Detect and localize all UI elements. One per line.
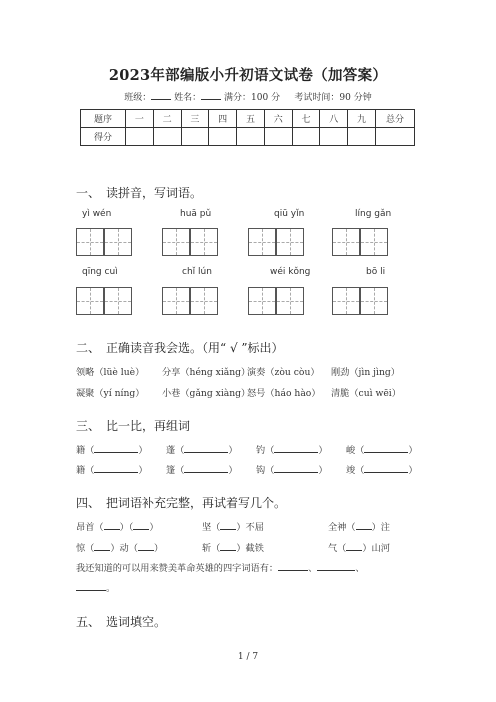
compare-row-1	[76, 442, 418, 456]
choice-item[interactable]: 怒号（háo hào）	[247, 388, 321, 399]
writing-grid-cell[interactable]	[360, 287, 388, 315]
choice-item[interactable]: 清脆（cuì wēi）	[331, 388, 401, 399]
score-cell[interactable]	[237, 128, 265, 146]
answer-blank[interactable]	[184, 443, 228, 453]
answer-blank[interactable]	[76, 581, 106, 591]
section-3-heading: 三、 比一比，再组词	[76, 419, 191, 433]
score-row-label: 得分	[81, 128, 126, 146]
writing-grid-cell[interactable]	[248, 287, 276, 315]
score-row	[81, 128, 415, 146]
compare-item: 钓（ ）	[256, 445, 328, 456]
writing-grid-cell[interactable]	[104, 228, 132, 256]
writing-grid-cell[interactable]	[104, 287, 132, 315]
score-cell[interactable]	[348, 128, 376, 146]
score-cell[interactable]	[292, 128, 320, 146]
writing-grid-cell[interactable]	[332, 228, 360, 256]
exam-time: 考试时间：90 分钟	[294, 93, 372, 103]
idiom-item: 气（ ）山河	[328, 543, 390, 554]
writing-grid-cell[interactable]	[332, 287, 360, 315]
idiom-item: 斩（ ）截铁	[202, 543, 264, 554]
answer-blank[interactable]	[274, 463, 318, 473]
compare-item: 钩（ ）	[256, 465, 328, 476]
answer-blank[interactable]	[184, 463, 228, 473]
pinyin-1: yì wén	[82, 209, 112, 219]
writing-grid-cell[interactable]	[248, 228, 276, 256]
score-table	[80, 109, 415, 146]
pinyin-4: líng gǎn	[355, 209, 392, 219]
score-cell[interactable]	[376, 128, 415, 146]
score-header-cell: 总分	[376, 110, 415, 128]
answer-blank[interactable]	[94, 541, 110, 551]
score-header-row	[81, 110, 415, 128]
answer-blank[interactable]	[278, 561, 308, 571]
section-4-heading: 四、 把词语补充完整，再试着写几个。	[76, 496, 287, 510]
class-label: 班级：	[124, 93, 152, 103]
compare-row-2	[76, 462, 418, 476]
pinyin-2: huā pǔ	[180, 209, 212, 219]
answer-blank[interactable]	[364, 443, 408, 453]
compare-item: 篷（ ）	[166, 465, 238, 476]
idiom-item: 昂首（ ）（ ）	[76, 522, 159, 533]
idiom-item: 全神（ ）注	[328, 522, 390, 533]
compare-item: 蓬（ ）	[166, 445, 238, 456]
score-cell[interactable]	[264, 128, 292, 146]
answer-blank[interactable]	[220, 520, 236, 530]
answer-blank[interactable]	[317, 561, 355, 571]
exam-info	[0, 90, 496, 103]
class-blank	[151, 90, 171, 100]
pinyin-3: qiū yǐn	[274, 209, 305, 219]
pinyin-6: chǐ lún	[182, 267, 212, 277]
page-number: 1 / 7	[237, 652, 259, 662]
pinyin-7: wéi kǒng	[270, 267, 311, 277]
answer-blank[interactable]	[364, 463, 408, 473]
writing-grid-cell[interactable]	[190, 228, 218, 256]
score-cell[interactable]	[320, 128, 348, 146]
answer-blank[interactable]	[133, 520, 149, 530]
name-blank	[201, 90, 221, 100]
score-cell[interactable]	[209, 128, 237, 146]
section-2-heading: 二、 正确读音我会选。（用“ √ ”标出）	[76, 341, 284, 355]
idiom-item: 坚（ ）不屈	[202, 522, 264, 533]
answer-blank[interactable]	[94, 463, 138, 473]
name-label: 姓名：	[174, 93, 202, 103]
choice-item[interactable]: 小巷（gǎng xiàng）	[162, 388, 251, 399]
idiom-prompt-continued: 。	[76, 580, 115, 594]
writing-grid-cell[interactable]	[76, 228, 104, 256]
writing-grid-cell[interactable]	[162, 228, 190, 256]
score-cell[interactable]	[181, 128, 209, 146]
pinyin-8: bō li	[366, 267, 386, 277]
score-header-cell: 八	[320, 110, 348, 128]
writing-grid-cell[interactable]	[276, 228, 304, 256]
compare-item: 籍（ ）	[76, 445, 148, 456]
pinyin-5: qīng cuì	[82, 267, 118, 277]
pronunciation-row-2	[76, 385, 401, 399]
choice-item[interactable]: 刚劲（jìn jìng）	[331, 367, 400, 378]
answer-blank[interactable]	[94, 443, 138, 453]
writing-grid-cell[interactable]	[162, 287, 190, 315]
score-cell[interactable]	[153, 128, 181, 146]
writing-grid-cell[interactable]	[276, 287, 304, 315]
score-cell[interactable]	[126, 128, 154, 146]
pronunciation-row-1	[76, 364, 400, 378]
answer-blank[interactable]	[346, 541, 362, 551]
choice-item[interactable]: 分享（héng xiǎng）	[162, 367, 251, 378]
choice-item[interactable]: 领略（lüè luè）	[76, 367, 145, 378]
answer-blank[interactable]	[274, 443, 318, 453]
compare-item: 峻（ ）	[346, 445, 418, 456]
writing-grid-cell[interactable]	[76, 287, 104, 315]
idiom-row-2	[76, 540, 390, 554]
choice-item[interactable]: 凝聚（yí níng）	[76, 388, 145, 399]
score-header-cell: 七	[292, 110, 320, 128]
score-header-cell: 五	[237, 110, 265, 128]
idiom-row-1	[76, 519, 390, 533]
answer-blank[interactable]	[356, 520, 372, 530]
full-score: 满分：100 分	[224, 93, 281, 103]
section-1-heading: 一、 读拼音，写词语。	[76, 186, 203, 200]
idiom-prompt-line: 我还知道的可以用来赞美革命英雄的四字词语有： 、 、	[76, 563, 365, 574]
compare-item: 竣（ ）	[346, 465, 418, 476]
score-header-cell: 六	[264, 110, 292, 128]
score-header-cell: 四	[209, 110, 237, 128]
page-title: 2023年部编版小升初语文试卷（加答案）	[108, 67, 388, 84]
compare-item: 籍（ ）	[76, 465, 148, 476]
score-header-cell: 二	[153, 110, 181, 128]
writing-grid-cell[interactable]	[360, 228, 388, 256]
choice-item[interactable]: 演奏（zòu còu）	[247, 367, 320, 378]
idiom-item: 惊（ ）动（ ）	[76, 543, 164, 554]
score-header-cell: 三	[181, 110, 209, 128]
answer-blank[interactable]	[138, 541, 154, 551]
score-header-cell: 题序	[81, 110, 126, 128]
answer-blank[interactable]	[220, 541, 236, 551]
section-5-heading: 五、 选词填空。	[76, 615, 167, 629]
writing-grid-cell[interactable]	[190, 287, 218, 315]
answer-blank[interactable]	[104, 520, 120, 530]
score-header-cell: 九	[348, 110, 376, 128]
score-header-cell: 一	[126, 110, 154, 128]
